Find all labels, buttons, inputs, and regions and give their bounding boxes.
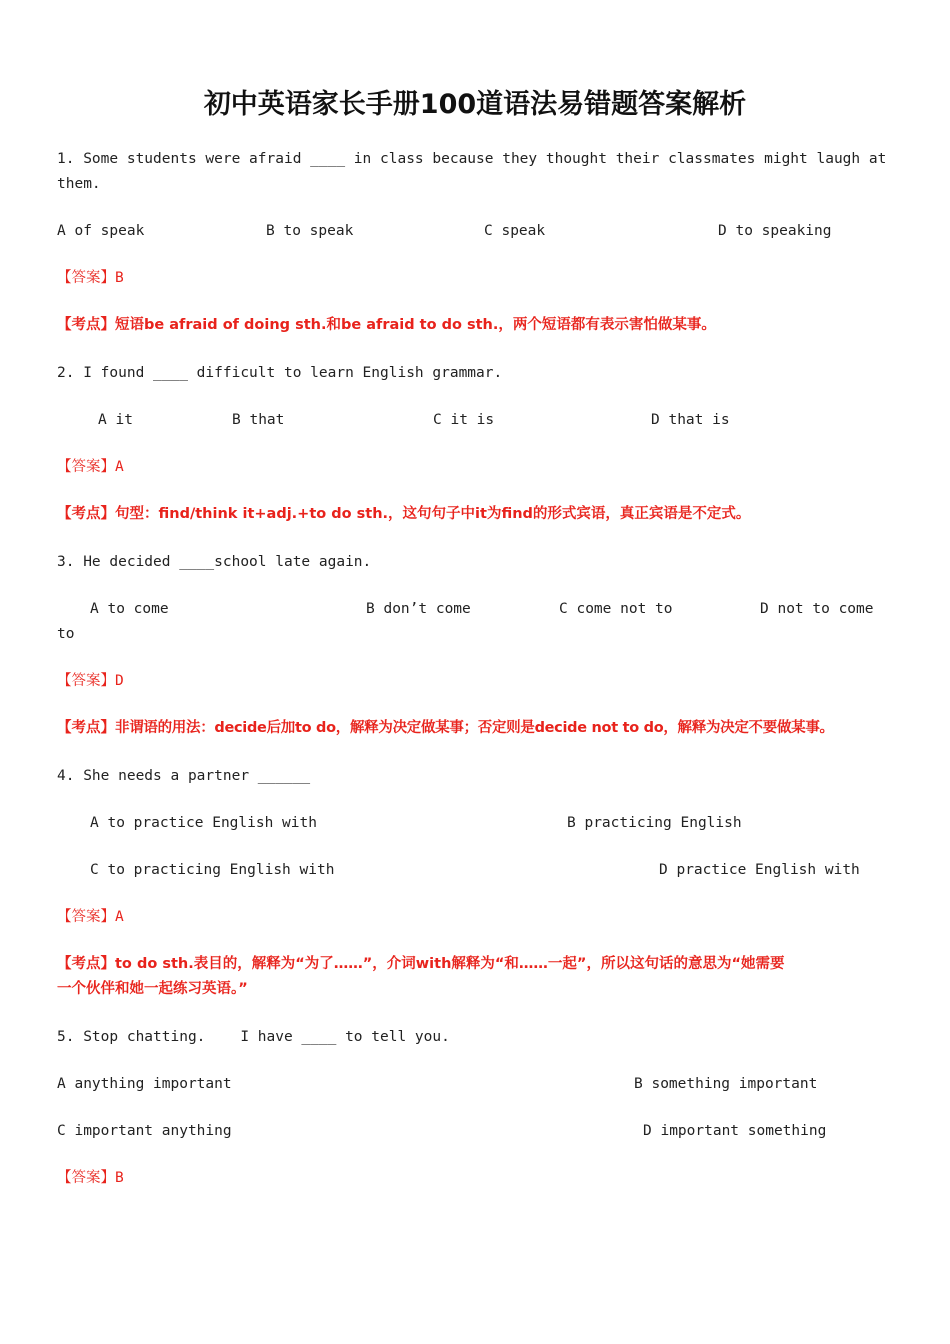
question-2-stem: 2. I found ____ difficult to learn English grammar.	[57, 365, 503, 381]
question-3-answer: 【答案】D	[57, 673, 124, 689]
question-5-stem: 5. Stop chatting. I have ____ to tell you.	[57, 1029, 450, 1045]
question-4-point-cont: 一个伙伴和她一起练习英语。”	[57, 981, 248, 997]
question-2-option-d: D that is	[651, 412, 730, 428]
question-4-option-d: D practice English with	[659, 862, 860, 878]
question-3-option-c: C come not to	[559, 601, 673, 617]
question-1-stem: 1. Some students were afraid ____ in class because they thought their classmates might laugh at	[57, 151, 887, 167]
question-1-option-b: B to speak	[266, 223, 354, 239]
question-3-point: 【考点】非谓语的用法：decide后加to do，解释为决定做某事；否定则是decide not to do，解释为决定不要做某事。	[57, 720, 834, 736]
question-5-option-a: A anything important	[57, 1076, 232, 1092]
question-2-option-a: A it	[98, 412, 133, 428]
question-1-option-d: D to speaking	[718, 223, 832, 239]
question-4-answer: 【答案】A	[57, 909, 124, 925]
question-5-option-d: D important something	[643, 1123, 827, 1139]
question-4-option-a: A to practice English with	[90, 815, 317, 831]
question-3-option-d: D not to come	[760, 601, 874, 617]
question-1-stem-cont: them.	[57, 176, 101, 192]
page-title: 初中英语家长手册100道语法易错题答案解析	[203, 89, 747, 120]
question-4-option-b: B practicing English	[567, 815, 742, 831]
question-1-answer: 【答案】B	[57, 270, 124, 286]
question-1-point: 【考点】短语be afraid of doing sth.和be afraid to do sth.，两个短语都有表示害怕做某事。	[57, 317, 716, 333]
question-3-option-b: B don’t come	[366, 601, 471, 617]
question-3-option-wrap: to	[57, 626, 75, 642]
question-2-option-b: B that	[232, 412, 285, 428]
question-4-point: 【考点】to do sth.表目的，解释为“为了……”，介词with解释为“和……一起”，所以这句话的意思为“她需要	[57, 956, 785, 972]
question-3-option-a: A to come	[90, 601, 169, 617]
question-4-option-c: C to practicing English with	[90, 862, 335, 878]
question-5-option-c: C important anything	[57, 1123, 232, 1139]
question-2-answer: 【答案】A	[57, 459, 124, 475]
question-5-answer: 【答案】B	[57, 1170, 124, 1186]
question-2-point: 【考点】句型：find/think it+adj.+to do sth.，这句句子中it为find的形式宾语，真正宾语是不定式。	[57, 506, 751, 522]
question-3-stem: 3. He decided ____school late again.	[57, 554, 372, 570]
question-2-option-c: C it is	[433, 412, 495, 428]
question-1-option-a: A of speak	[57, 223, 145, 239]
question-1-option-c: C speak	[484, 223, 546, 239]
question-5-option-b: B something important	[634, 1076, 818, 1092]
question-4-stem: 4. She needs a partner ______	[57, 768, 311, 784]
